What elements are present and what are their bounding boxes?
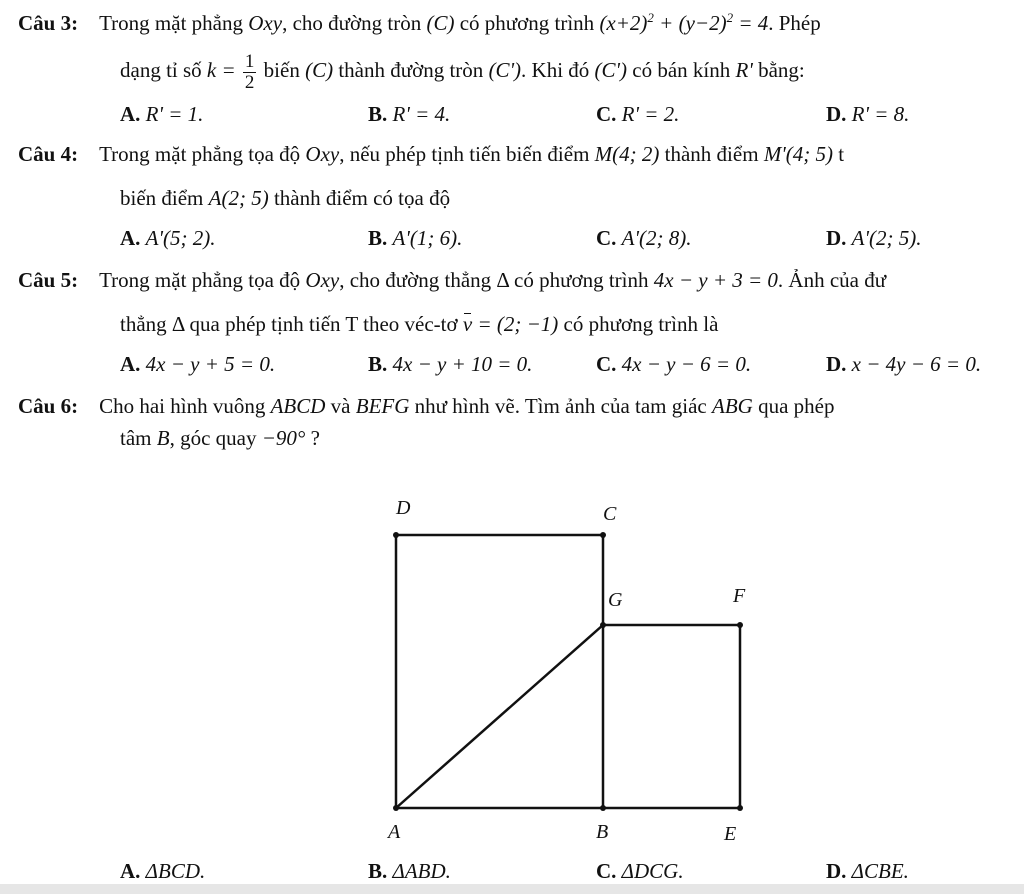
bottom-divider — [0, 884, 1024, 894]
point-e — [737, 805, 743, 811]
q6-l2-a: tâm — [120, 426, 157, 450]
q6-befg: BEFG — [355, 394, 410, 418]
q4-point-m: M(4; 2) — [594, 142, 660, 166]
q5-option-a[interactable]: A. 4x − y + 5 = 0. — [120, 352, 276, 376]
q3-equation: $(x+2)^2 + (y-2)^2 = 4$ — [599, 10, 769, 35]
q6-center-b: B — [156, 426, 170, 450]
q6-abcd: ABCD — [270, 394, 326, 418]
label-a: A — [388, 821, 401, 843]
q6-option-d[interactable]: D. ΔCBE. — [826, 859, 909, 883]
q6-l1-d: qua phép — [752, 394, 835, 418]
q3-l2-f: . Khi đó — [521, 58, 595, 82]
label-e: E — [724, 823, 737, 845]
q5-option-b[interactable]: B. 4x − y + 10 = 0. — [368, 352, 533, 376]
label-c: C — [603, 503, 617, 525]
q4-point-m2: M'(4; 5) — [763, 142, 834, 166]
q5-l2-a: thẳng Δ qua phép tịnh tiến T theo véc-tơ — [120, 312, 463, 336]
q3-text: Trong mặt phẳng — [99, 11, 249, 35]
q4-label: Câu 4: — [18, 142, 79, 166]
q4-l1-c: thành điểm — [659, 142, 764, 166]
q5-option-d[interactable]: D. x − 4y − 6 = 0. — [826, 352, 982, 376]
q6-l1-a: Cho hai hình vuông — [99, 394, 271, 418]
segment-ag — [396, 625, 603, 808]
q4-point-a: A(2; 5) — [208, 186, 269, 210]
point-g — [600, 622, 606, 628]
q6-l2-c: ? — [305, 426, 320, 450]
q5-equation: 4x − y + 3 = 0 — [653, 268, 778, 292]
q3-text-b: , cho đường tròn — [282, 11, 427, 35]
q5-l2-b: có phương trình là — [558, 312, 719, 336]
q4-l2-b: thành điểm có tọa độ — [268, 186, 451, 210]
q5-l1-b: , cho đường thẳng Δ có phương trình — [339, 268, 654, 292]
q4-l1-d: t — [833, 142, 845, 166]
q6-label: Câu 6: — [18, 394, 79, 418]
q4-option-a[interactable]: A. A'(5; 2). — [120, 226, 216, 250]
q4-option-d[interactable]: D. A'(2; 5). — [826, 226, 922, 250]
q4-option-c[interactable]: C. A'(2; 8). — [596, 226, 692, 250]
q6-abg: ABG — [712, 394, 753, 418]
q6-l2-b: , góc quay — [169, 426, 262, 450]
q5-option-c[interactable]: C. 4x − y − 6 = 0. — [596, 352, 752, 376]
q3-fraction: $\frac{1}{2}$ — [244, 50, 255, 93]
q3-l2-c: (C) — [305, 58, 334, 82]
q6-option-c[interactable]: C. ΔDCG. — [596, 859, 684, 883]
q3-l2-h: có bán kính — [627, 58, 736, 82]
q3-l2-j: bằng: — [752, 58, 805, 82]
q3-l2-b: biến — [258, 58, 306, 82]
q6-l1-c: như hình vẽ. Tìm ảnh của tam giác — [409, 394, 712, 418]
q6-l1-b: và — [325, 394, 356, 418]
q6-option-a[interactable]: A. ΔBCD. — [120, 859, 206, 883]
q3-text-d: có phương trình — [454, 11, 600, 35]
q3-option-a[interactable]: A. R' = 1. — [120, 102, 204, 126]
point-a — [393, 805, 399, 811]
q6-angle: −90° — [261, 426, 306, 450]
q5-l1-c: . Ảnh của đư — [777, 268, 887, 292]
q5-oxy: Oxy — [305, 268, 340, 292]
q4-l1-b: , nếu phép tịnh tiến biến điểm — [339, 142, 595, 166]
q3-l2-a: dạng tỉ số — [120, 58, 207, 82]
q4-option-b[interactable]: B. A'(1; 6). — [368, 226, 463, 250]
label-g: G — [608, 589, 623, 611]
point-d — [393, 532, 399, 538]
q3-l2-e: (C') — [488, 58, 522, 82]
point-b — [600, 805, 606, 811]
q4-oxy: Oxy — [305, 142, 340, 166]
point-f — [737, 622, 743, 628]
q3-label: Câu 3: — [18, 11, 79, 35]
point-c — [600, 532, 606, 538]
q3-l2-i: R' — [735, 58, 753, 82]
q5-l1-a: Trong mặt phẳng tọa độ — [99, 268, 306, 292]
label-f: F — [733, 585, 746, 607]
q3-oxy: Oxy — [248, 11, 283, 35]
label-b: B — [596, 821, 609, 843]
q4-l2-a: biến điểm — [120, 186, 209, 210]
q3-l2-g: (C') — [594, 58, 628, 82]
q3-text-e: . Phép — [768, 11, 821, 35]
q6-option-b[interactable]: B. ΔABD. — [368, 859, 451, 883]
q3-option-c[interactable]: C. R' = 2. — [596, 102, 680, 126]
q3-circle-c: (C) — [426, 11, 455, 35]
q5-label: Câu 5: — [18, 268, 79, 292]
q3-option-d[interactable]: D. R' = 8. — [826, 102, 910, 126]
q3-option-b[interactable]: B. R' = 4. — [368, 102, 451, 126]
label-d: D — [396, 497, 411, 519]
q3-k: k = — [206, 58, 241, 82]
q4-l1-a: Trong mặt phẳng tọa độ — [99, 142, 306, 166]
q5-vector-v: v — [462, 312, 473, 336]
q5-vector-eq: = (2; −1) — [472, 312, 559, 336]
q3-l2-d: thành đường tròn — [333, 58, 489, 82]
